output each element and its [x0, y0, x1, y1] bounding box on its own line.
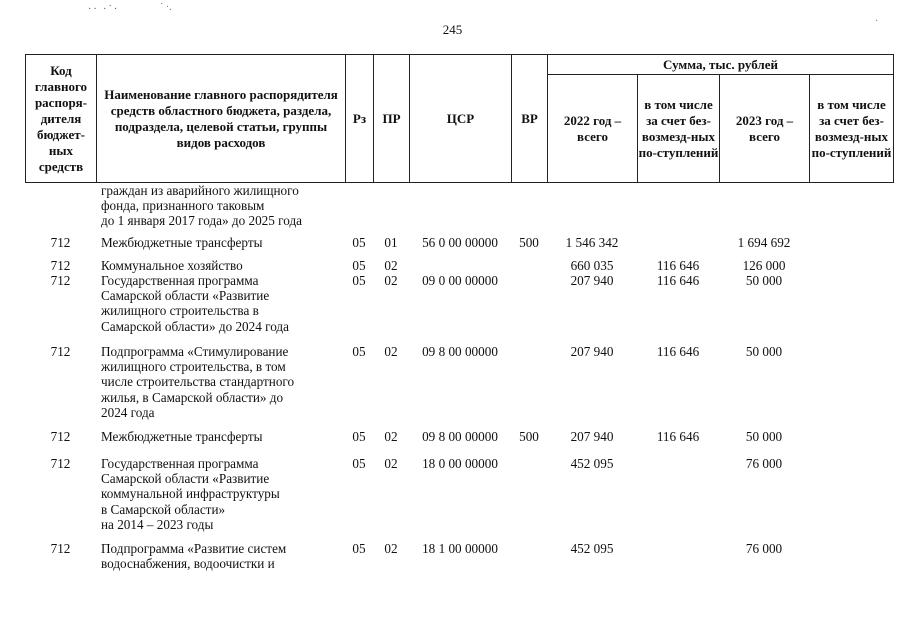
- table-header: [25, 54, 894, 183]
- cell-name: Подпрограмма «Развитие систем водоснабжения, водоочистки и: [101, 541, 287, 572]
- cell-2023-total: 50 000: [745, 273, 783, 288]
- cell-2022-total: 660 035: [570, 258, 614, 273]
- cell-pr: 01: [384, 235, 398, 250]
- page-number: 245: [442, 22, 463, 37]
- scan-artifact: ·· ·˙·: [88, 4, 120, 15]
- cell-name: Межбюджетные трансферты: [101, 429, 263, 444]
- cell-rz: 05: [352, 541, 366, 556]
- cell-2022-total: 207 940: [570, 273, 614, 288]
- cell-name: граждан из аварийного жилищного фонда, признанного таковым до 1 января 2017 года» до 2025 года: [101, 183, 303, 229]
- cell-rz: 05: [352, 344, 366, 359]
- header-2023-total: 2023 год – всего: [720, 75, 810, 183]
- cell-csr: 18 0 00 00000: [422, 456, 498, 471]
- header-2022-grants: в том числе за счет без-возмезд-ных по-ступлений: [638, 75, 720, 183]
- cell-2023-total: 76 000: [745, 456, 783, 471]
- cell-pr: 02: [384, 273, 398, 288]
- cell-rz: 05: [352, 456, 366, 471]
- header-2022-total: 2022 год – всего: [548, 75, 638, 183]
- cell-2022-total: 207 940: [570, 429, 614, 444]
- cell-pr: 02: [384, 541, 398, 556]
- cell-csr: 18 1 00 00000: [422, 541, 498, 556]
- cell-2022-grants: 116 646: [656, 429, 700, 444]
- cell-code: 712: [50, 541, 71, 556]
- cell-csr: 09 8 00 00000: [422, 344, 498, 359]
- cell-name: Подпрограмма «Стимулирование жилищного строительства, в том числе строительства стандартного жилья, в Самарской области» до 2024 года: [101, 344, 295, 420]
- cell-rz: 05: [352, 273, 366, 288]
- cell-pr: 02: [384, 456, 398, 471]
- cell-code: 712: [50, 273, 71, 288]
- cell-2022-total: 452 095: [570, 456, 614, 471]
- cell-2022-total: 207 940: [570, 344, 614, 359]
- cell-2022-total: 1 546 342: [565, 235, 619, 250]
- cell-code: 712: [50, 235, 71, 250]
- cell-csr: 56 0 00 00000: [422, 235, 498, 250]
- cell-2022-grants: 116 646: [656, 273, 700, 288]
- cell-code: 712: [50, 456, 71, 471]
- scan-artifact: ·: [875, 16, 879, 27]
- scan-artifact: ˙ ·.: [160, 2, 172, 13]
- cell-2022-total: 452 095: [570, 541, 614, 556]
- cell-2023-total: 126 000: [742, 258, 786, 273]
- cell-2022-grants: 116 646: [656, 258, 700, 273]
- cell-rz: 05: [352, 235, 366, 250]
- header-sum-title: Сумма, тыс. рублей: [548, 55, 894, 75]
- cell-rz: 05: [352, 258, 366, 273]
- cell-name: Государственная программа Самарской области «Развитие коммунальной инфраструктуры в Самарской области» на 2014 – 2023 годы: [101, 456, 280, 532]
- cell-csr: 09 0 00 00000: [422, 273, 498, 288]
- cell-pr: 02: [384, 258, 398, 273]
- header-2023-grants: в том числе за счет без-возмезд-ных по-ступлений: [810, 75, 894, 183]
- header-rz: Рз: [346, 55, 374, 183]
- cell-code: 712: [50, 429, 71, 444]
- header-name: Наименование главного распорядителя средств областного бюджета, раздела, подраздела, целевой статьи, группы видов расходов: [97, 55, 346, 183]
- cell-vr: 500: [519, 235, 539, 250]
- cell-code: 712: [50, 344, 71, 359]
- cell-vr: 500: [519, 429, 539, 444]
- cell-2023-total: 50 000: [745, 429, 783, 444]
- cell-code: 712: [50, 258, 71, 273]
- cell-name: Государственная программа Самарской области «Развитие жилищного строительства в Самарской области» до 2024 года: [101, 273, 289, 334]
- header-csr: ЦСР: [410, 55, 512, 183]
- header-code: Код главного распоря-дителя бюджет-ных средств: [26, 55, 97, 183]
- cell-pr: 02: [384, 429, 398, 444]
- cell-2023-total: 76 000: [745, 541, 783, 556]
- cell-rz: 05: [352, 429, 366, 444]
- cell-2023-total: 50 000: [745, 344, 783, 359]
- header-pr: ПР: [374, 55, 410, 183]
- cell-name: Межбюджетные трансферты: [101, 235, 263, 250]
- header-vr: ВР: [512, 55, 548, 183]
- cell-csr: 09 8 00 00000: [422, 429, 498, 444]
- cell-name: Коммунальное хозяйство: [101, 258, 243, 273]
- cell-pr: 02: [384, 344, 398, 359]
- cell-2022-grants: 116 646: [656, 344, 700, 359]
- cell-2023-total: 1 694 692: [737, 235, 791, 250]
